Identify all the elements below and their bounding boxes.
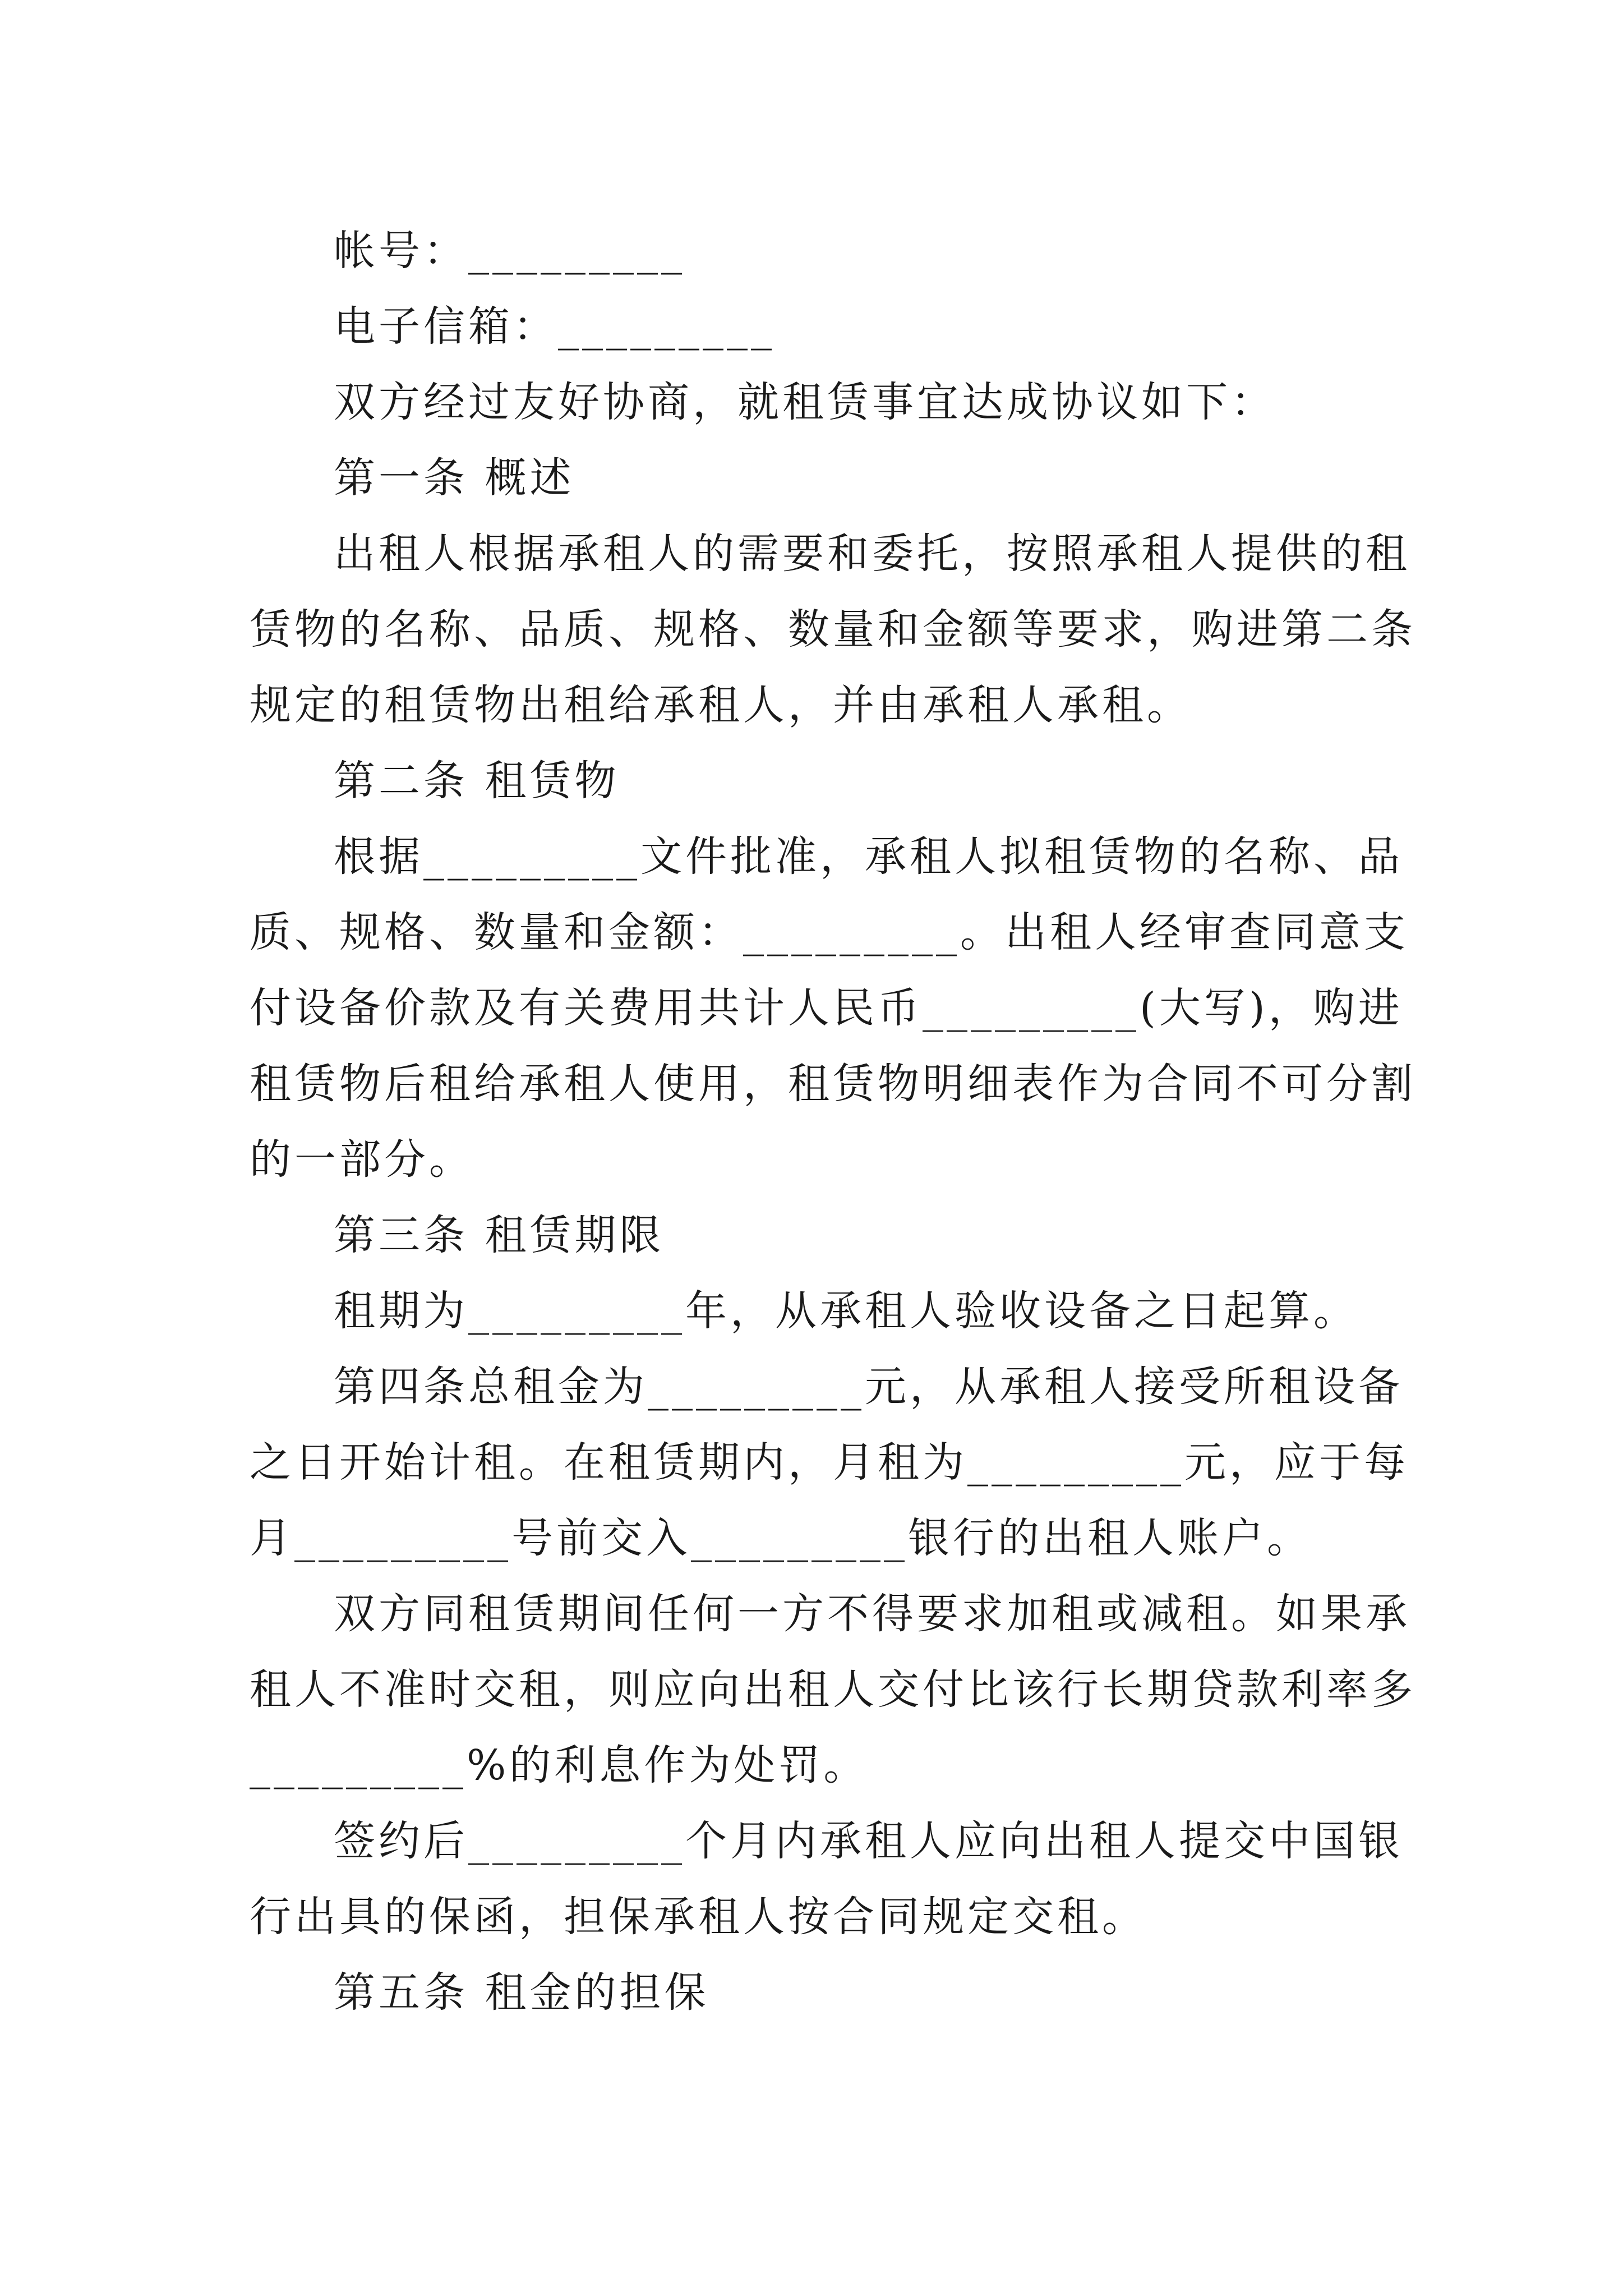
text-line: 签约后_________个月内承租人应向出租人提交中国银 [334,1817,1403,1865]
text-line: 根据_________文件批准，承租人拟租赁物的名称、品 [334,832,1403,881]
text-line-email: 电子信箱：_________ [334,302,775,351]
text-line: 赁物的名称、品质、规格、数量和金额等要求，购进第二条 [250,605,1416,654]
text-line: 租赁物后租给承租人使用，租赁物明细表作为合同不可分割 [250,1060,1416,1108]
text-line: 双方同租赁期间任何一方不得要求加租或减租。如果承 [334,1590,1410,1638]
text-line: 出租人根据承租人的需要和委托，按照承租人提供的租 [334,530,1410,578]
document-page [250,213,1416,2031]
text-line-agreement-intro: 双方经过友好协商，就租赁事宜达成协议如下： [334,378,1276,426]
article-3-heading: 第三条 租赁期限 [334,1211,665,1259]
article-4-text: 第四条总租金为_________元，从承租人接受所租设备 [334,1363,1403,1411]
text-line: 月_________号前交入_________银行的出租人账户。 [250,1514,1312,1562]
text-line: _________%的利息作为处罚。 [250,1741,869,1789]
text-line: 行出具的保函，担保承租人按合同规定交租。 [250,1893,1147,1941]
text-line: 质、规格、数量和金额：_________。出租人经审查同意支 [250,908,1409,956]
text-line: 的一部分。 [250,1135,474,1184]
text-line: 租期为_________年，从承租人验收设备之日起算。 [334,1287,1358,1335]
article-1-heading: 第一条 概述 [334,454,575,502]
text-line: 租人不准时交租，则应向出租人交付比该行长期贷款利率多 [250,1665,1416,1714]
article-2-heading: 第二条 租赁物 [334,757,620,805]
article-5-heading: 第五条 租金的担保 [334,1968,709,2017]
text-line: 之日开始计租。在租赁期内，月租为_________元，应于每 [250,1438,1409,1487]
text-line: 规定的租赁物出租给承租人，并由承租人承租。 [250,681,1192,729]
text-line: 付设备价款及有关费用共计人民币_________(大写)，购进 [250,984,1403,1032]
text-line-account: 帐号：_________ [334,227,685,275]
